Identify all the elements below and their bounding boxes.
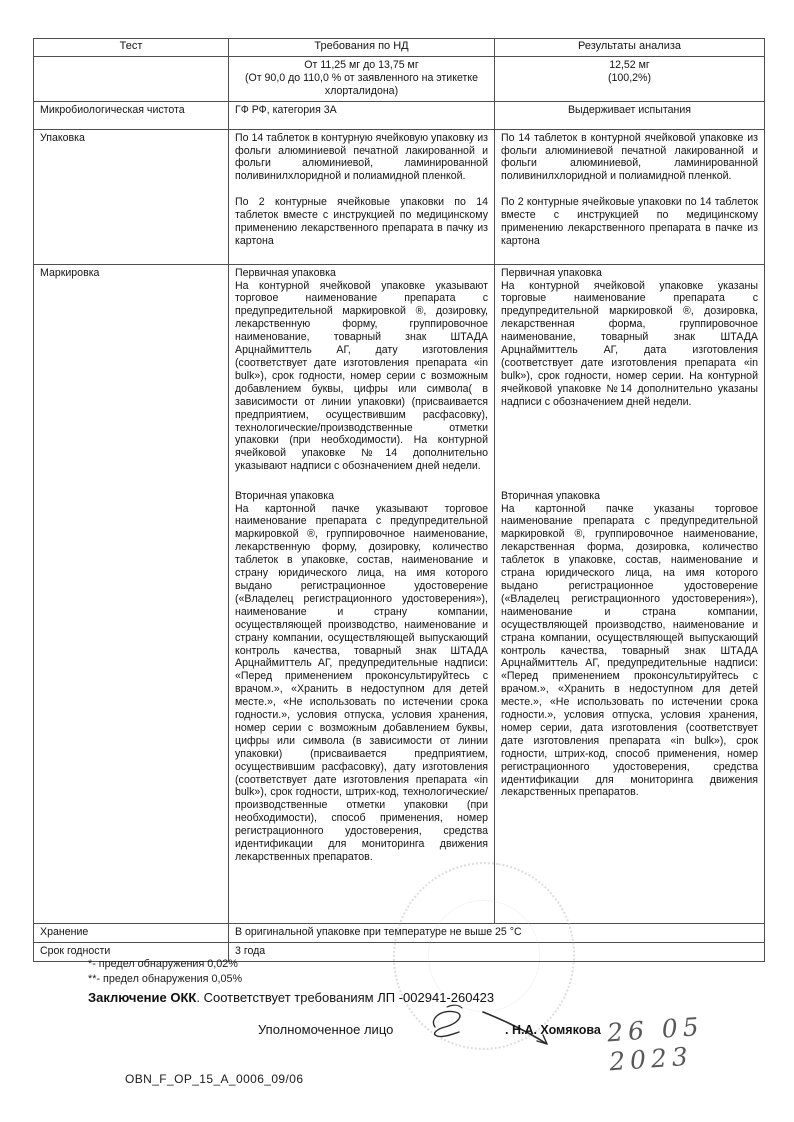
marking-res-secondary-text: На картонной пачке указаны торговое наименование препарата с предупредительной маркировкой ®, группировочное наименование, лекарственная форма, дозировка, количество таблеток в упаковке, состав, наименование и страна юридического лица, на имя которого выдано регистрационное удостоверение («Владелец регистрационного удостоверения»), наименование и страна компании, осуществляющей производство, наименование и страна компании, осуществляющей выпускающий контроль качества, товарный знак ШТАДА Арцнаймиттель АГ, предупредительные надписи: «Перед применением проконсультируйтесь с врачом.», «Хранить в недоступном для детей месте.», «Не использовать по истечении срока годности.», условия отпуска, условия хранения, номер серии, дата изготовления (соответствует дате изготовления препарата «in bulk»), срок годности, штрих-код, способ применения, номер регистрационного удостоверения, средства идентификации для мониторинга движения лекарственных препаратов. [501, 502, 758, 799]
row-microbiology [34, 101, 765, 129]
assay-test-cell [34, 56, 229, 101]
shelf-life-test-label: Срок годности [34, 942, 229, 961]
assay-req-line3: хлорталидона) [324, 84, 399, 97]
marking-res-primary-block [501, 267, 758, 490]
assay-req-line2: (От 90,0 до 110,0 % от заявленного на этикетке [244, 71, 479, 84]
header-test: Тест [34, 39, 229, 57]
marking-res-secondary-block [501, 490, 758, 800]
marking-res-primary-text: На контурной ячейковой упаковке указаны торговые наименование препарата с предупредительной маркировкой ®, дозировка, лекарственная форма, группировочное наименование, товарный знак ШТАДА Арцнаймиттель АГ, дата изготовления (соответствует дате изготовления препарата «in bulk»), срок годности, номер серии. На контурной ячейковой упаковке №14 дополнительно указаны надписи с обозначением дней недели. [501, 279, 758, 408]
analysis-table [33, 38, 765, 962]
assay-res-line2: (100,2%) [608, 71, 651, 84]
header-results: Результаты анализа [495, 39, 765, 57]
row-marking [34, 264, 765, 923]
marking-requirement [229, 264, 495, 923]
marking-req-primary-title: Первичная упаковка [235, 266, 336, 279]
okk-conclusion-label: Заключение ОКК [88, 990, 197, 1005]
marking-test-label: Маркировка [34, 264, 229, 923]
header-requirements: Требования по НД [229, 39, 495, 57]
micro-requirement: ГФ РФ, категория 3А [229, 101, 495, 129]
marking-res-primary-title: Первичная упаковка [501, 266, 602, 279]
assay-res-line1: 12,52 мг [609, 58, 650, 71]
footnote-detection-limit-2: **- предел обнаружения 0,05% [88, 973, 243, 985]
assay-req-line1: От 11,25 мг до 13,75 мг [304, 58, 419, 71]
assay-requirement-cell [229, 56, 495, 101]
row-packaging [34, 129, 765, 264]
storage-test-label: Хранение [34, 923, 229, 942]
authorized-person-label: Уполномоченное лицо [258, 1022, 394, 1037]
marking-result [495, 264, 765, 923]
okk-conclusion-text: . Соответствует требованиям ЛП -002941-260423 [196, 990, 495, 1005]
row-assay [34, 56, 765, 101]
footnote-detection-limit-1: *- предел обнаружения 0,02% [88, 958, 238, 970]
micro-result: Выдерживает испытания [495, 101, 765, 129]
assay-result-cell [495, 56, 765, 101]
shelf-life-value: 3 года [229, 942, 765, 961]
marking-req-secondary-title: Вторичная упаковка [235, 489, 335, 502]
packaging-res-paragraph1: По 14 таблеток в контурной ячейковой упаковке из фольги алюминиевой печатной лакированной и фольги алюминиевой, ламинированной поливинилхлоридной и полиамидной пленкой. [501, 131, 758, 183]
packaging-test-label: Упаковка [34, 129, 229, 264]
marking-req-primary-text: На контурной ячейковой упаковке указывают торговое наименование препарата с предупредительной маркировкой ®, дозировку, лекарственную форму, группировочное наименование, товарный знак ШТАДА Арцнаймиттель АГ, дату изготовления (соответствует дате изготовления препарата «in bulk»), срок годности, номер серии с возможным добавлением буквы, цифры или символа( в зависимости от линии упаковки) (присваивается предприятием, осуществившим расфасовку), технологические/производственные отметки упаковки (при необходимости). На контурной ячейковой упаковке №14 дополнительно указывают надписи с обозначением дней недели. [235, 279, 488, 473]
marking-res-secondary-title: Вторичная упаковка [501, 489, 601, 502]
storage-value: В оригинальной упаковке при температуре не выше 25 °С [229, 923, 765, 942]
packaging-res-paragraph2: По 2 контурные ячейковые упаковки по 14 таблеток вместе с инструкцией по медицинскому применению лекарственного препарата в пачке из картона [501, 196, 758, 247]
packaging-result [495, 129, 765, 264]
marking-req-secondary-text: На картонной пачке указывают торговое наименование препарата с предупредительной маркировкой ®, группировочное наименование, лекарственную форму, дозировку, количество таблеток в упаковке, состав, наименование и страну юридического лица, на имя которого выдано регистрационное удостоверение («Владелец регистрационного удостоверения»), наименование и страну компании, осуществляющей производство, наименование и страну компании, осуществляющей выпускающий контроль качества, товарный знак ШТАДА Арцнаймиттель АГ, предупредительные надписи: «Перед применением проконсультируйтесь с врачом.», «Хранить в недоступном для детей месте.», «Не использовать по истечении срока годности.», условия отпуска, условия хранения, номер серии с возможным добавлением буквы, цифры или символа (в зависимости от линии упаковки) (присваивается предприятием, осуществившим расфасовку), дату изготовления (соответствует дате изготовления препарата «in bulk»), срок годности, штрих-код, технологические/производственные отметки упаковки (при необходимости), способ применения, номер регистрационного удостоверения, средства идентификации для мониторинга движения лекарственных препаратов. [235, 502, 488, 863]
authorized-person-name: . Н.А. Хомякова [505, 1023, 601, 1037]
packaging-req-paragraph1: По 14 таблеток в контурную ячейковую упаковку из фольги алюминиевой печатной лакированной и фольги алюминиевой, ламинированной поливинилхлоридной и полиамидной пленкой. [235, 131, 488, 183]
form-code: OBN_F_OP_15_A_0006_09/06 [125, 1072, 304, 1086]
table-header-row [34, 39, 765, 57]
packaging-requirement [229, 129, 495, 264]
micro-test-label: Микробиологическая чистота [34, 101, 229, 129]
handwritten-date: 26 05 2023 [606, 1011, 705, 1077]
row-storage [34, 923, 765, 942]
marking-req-secondary-block [235, 490, 488, 864]
marking-req-primary-block [235, 267, 488, 490]
packaging-req-paragraph2: По 2 контурные ячейковые упаковки по 14 таблеток вместе с инструкцией по медицинскому применению лекарственного препарата в пачку из картона [235, 196, 488, 247]
